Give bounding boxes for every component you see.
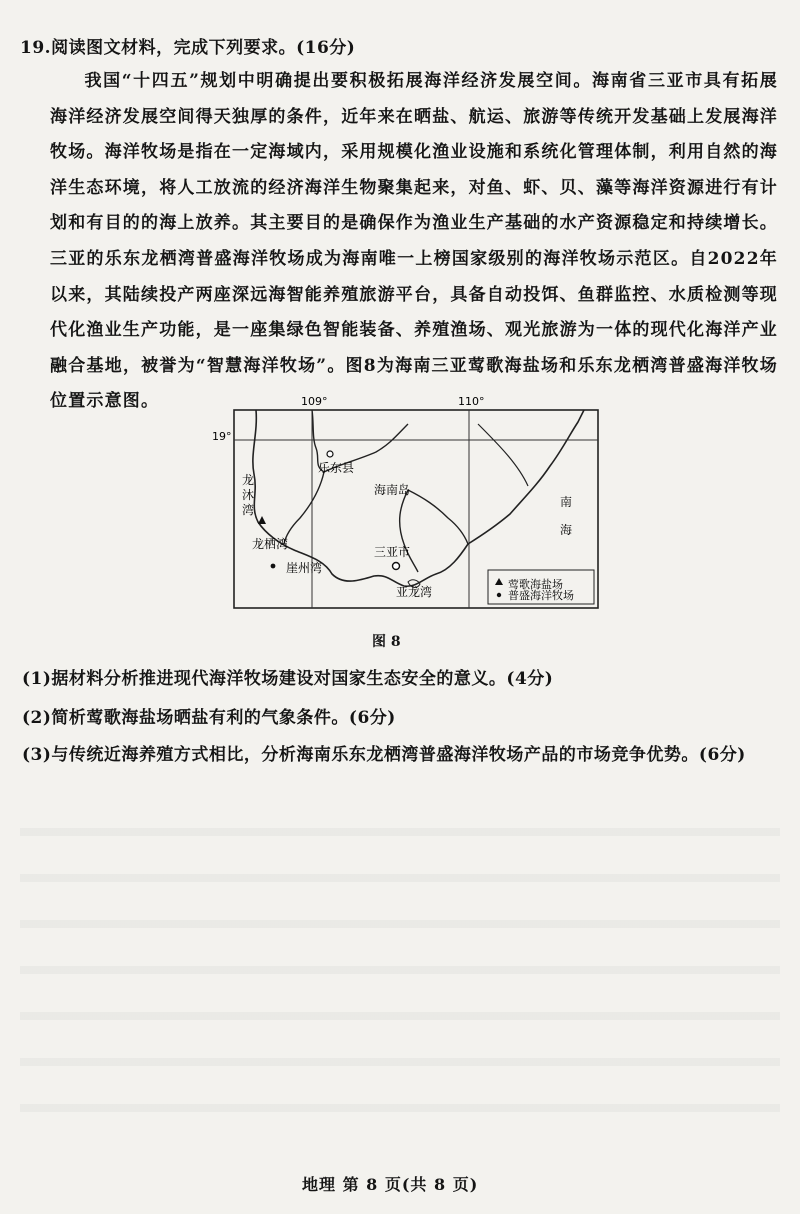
label-sanya: 三亚市 (374, 545, 411, 559)
subquestion-1: (1)据材料分析推进现代海洋牧场建设对国家生态安全的意义。(4分) (22, 669, 554, 689)
figure-caption: 图 8 (372, 634, 401, 650)
label-longmu-2: 沐 (242, 488, 255, 502)
question-header: 19.阅读图文材料，完成下列要求。(16分) (20, 38, 356, 58)
sanya-city-marker (393, 563, 400, 570)
label-nanhai-1: 南 (560, 495, 573, 509)
location-map (212, 394, 608, 654)
ledong-county-marker (327, 451, 333, 457)
label-nanhai-2: 海 (560, 523, 573, 537)
label-longmu-3: 湾 (242, 503, 255, 517)
label-yazhou: 崖州湾 (286, 561, 323, 575)
legend-ranch: 普盛海洋牧场 (508, 589, 574, 602)
lat-19-label: 19° (212, 430, 232, 443)
label-longqi: 龙栖湾 (252, 537, 289, 551)
label-yalong: 亚龙湾 (396, 585, 433, 599)
subquestion-3: (3)与传统近海养殖方式相比，分析海南乐东龙栖湾普盛海洋牧场产品的市场竞争优势。(6分) (22, 745, 746, 765)
yinggehai-salt-field-marker (258, 516, 266, 524)
label-hainan: 海南岛 (374, 483, 411, 497)
lon-109-label: 109° (301, 395, 328, 408)
page-footer: 地理 第 8 页(共 8 页) (302, 1175, 479, 1194)
material-text: 我国“十四五”规划中明确提出要积极拓展海洋经济发展空间。海南省三亚市具有拓展海洋经济发展空间得天独厚的条件，近年来在晒盐、航运、旅游等传统开发基础上发展海洋牧场。海洋牧场是指在一定海域内，采用规模化渔业设施和系统化管理体制，利用自然的海洋生态环境，将人工放流的经济海洋生物聚集起来，对鱼、虾、贝、藻等海洋资源进行有计划和有目的的海上放养。其主要目的是确保作为渔业生产基础的水产资源稳定和持续增长。三亚的乐东龙栖湾普盛海洋牧场成为海南唯一上榜国家级别的海洋牧场示范区。自2022年以来，其陆续投产两座深远海智能养殖旅游平台，具备自动投饵、鱼群监控、水质检测等现代化渔业生产功能，是一座集绿色智能装备、养殖渔场、观光旅游为一体的现代化海洋产业融合基地，被誉为“智慧海洋牧场”。图8为海南三亚莺歌海盐场和乐东龙栖湾普盛海洋牧场位置示意图。 (50, 71, 778, 412)
label-ledong: 乐东县 (318, 461, 355, 475)
bleed-through-area (20, 790, 780, 1150)
pusheng-ranch-marker (271, 564, 276, 569)
lon-110-label: 110° (458, 395, 485, 408)
material-paragraph (50, 64, 778, 420)
label-longmu-1: 龙 (242, 473, 255, 487)
legend-salt-field: 莺歌海盐场 (508, 578, 563, 591)
subquestion-2: (2)简析莺歌海盐场晒盐有利的气象条件。(6分) (22, 708, 396, 728)
